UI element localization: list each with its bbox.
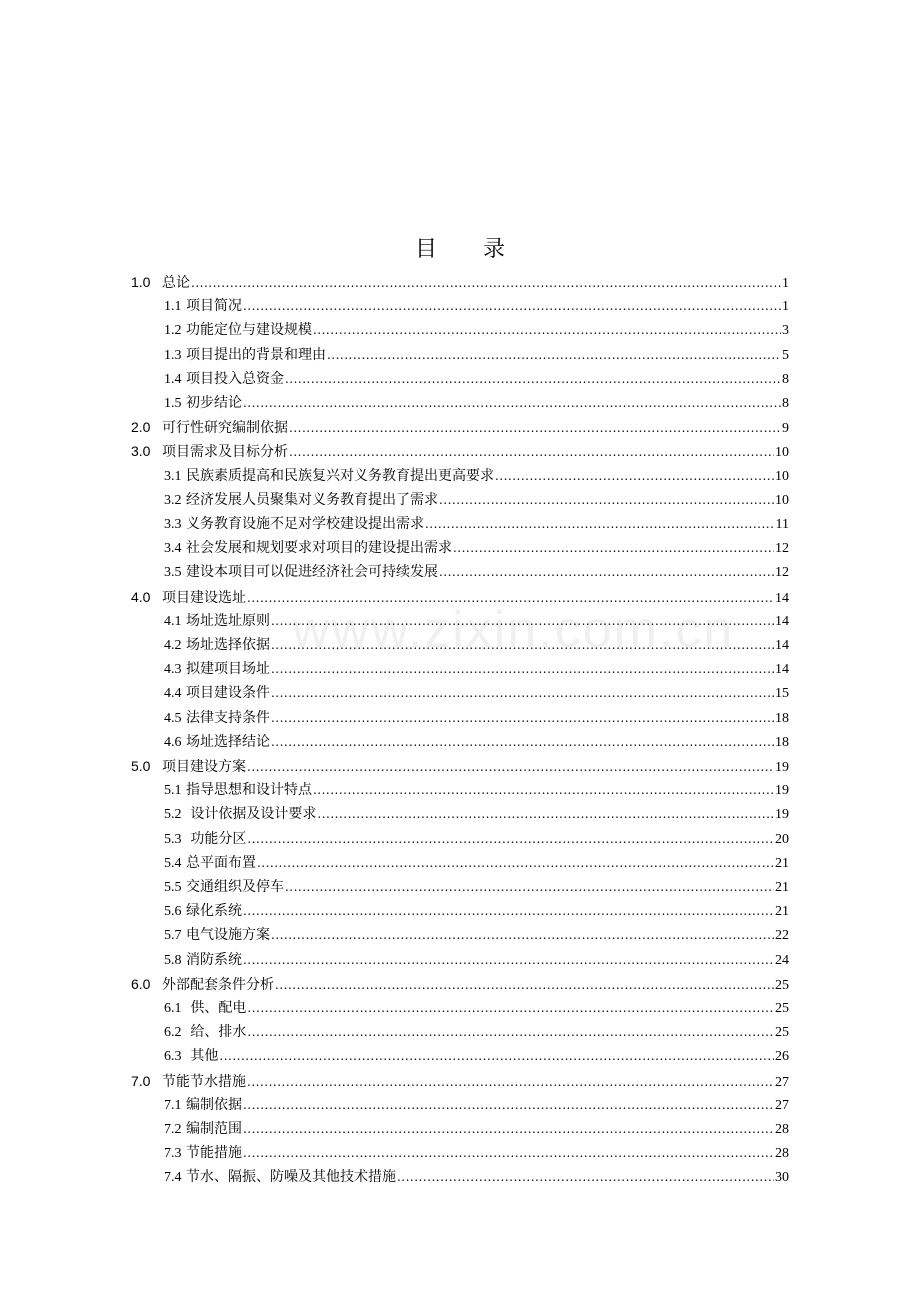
toc-section-entry[interactable] [164,925,789,945]
toc-dot-leader [439,562,774,582]
toc-dot-leader [285,877,774,897]
toc-section-entry[interactable] [164,877,789,897]
toc-dot-leader [313,320,781,340]
toc-entry-title: 功能分区 [185,830,247,847]
toc-dot-leader [425,514,775,534]
toc-dot-leader [219,1046,774,1066]
toc-dot-leader [271,732,774,752]
toc-section-entry[interactable] [164,1167,789,1187]
toc-dot-leader [243,393,781,413]
toc-dot-leader [275,975,774,995]
toc-section-entry[interactable] [164,708,789,728]
toc-chapter-entry[interactable] [131,441,789,461]
toc-section-entry[interactable] [164,1095,789,1115]
toc-entry-title: 项目建设方案 [162,759,246,775]
toc-chapter-entry[interactable] [131,587,789,607]
toc-section-entry[interactable] [164,345,789,365]
toc-entry-title: 编制依据 [185,1096,242,1113]
toc-title-char-2: 录 [483,237,506,262]
toc-entry-title: 总平面布置 [185,854,256,871]
toc-dot-leader [271,925,774,945]
toc-entry-number: 7.3 [164,1146,182,1162]
toc-entry-number: 2.0 [131,419,151,436]
toc-entry-number: 7.1 [164,1097,182,1113]
toc-dot-leader [439,490,774,510]
toc-entry-number: 1.1 [164,299,182,315]
toc-page-number: 18 [775,710,789,726]
toc-entry-number: 1.2 [164,323,182,339]
toc-dot-leader [289,442,774,462]
toc-section-entry[interactable] [164,829,789,849]
toc-entry-title: 项目建设选址 [162,589,246,606]
toc-entry-number: 3.5 [164,565,182,581]
toc-dot-leader [247,998,774,1018]
toc-entry-number: 3.1 [164,468,182,484]
toc-section-entry[interactable] [164,514,789,534]
toc-entry-title: 建设本项目可以促进经济社会可持续发展 [185,564,438,581]
toc-section-entry[interactable] [164,683,789,703]
toc-page-number: 5 [782,347,789,363]
toc-entry-number: 5.5 [164,880,182,895]
toc-page-number: 15 [775,686,789,702]
toc-page-number: 3 [782,323,789,339]
toc-page-number: 27 [775,1097,789,1113]
toc-entry-number: 5.0 [131,758,151,774]
toc-title-char-1: 目 [414,237,437,262]
toc-section-entry[interactable] [164,1022,789,1042]
toc-entry-number: 3.2 [164,492,182,508]
toc-entry-number: 7.2 [164,1122,182,1137]
toc-page-number: 10 [775,468,789,484]
toc-section-entry[interactable] [164,369,789,389]
toc-dot-leader [289,418,781,438]
toc-page-number: 10 [775,492,789,508]
toc-page-number: 19 [775,783,789,799]
toc-section-entry[interactable] [164,635,789,655]
toc-entry-number: 4.3 [164,662,182,678]
toc-page-number: 21 [775,880,789,895]
toc-page-number: 12 [775,565,789,581]
toc-section-entry[interactable] [164,562,789,582]
toc-entry-title: 法律支持条件 [185,709,270,726]
toc-section-entry[interactable] [164,611,789,631]
toc-entry-number: 3.4 [164,541,182,557]
toc-entry-number: 5.7 [164,928,182,944]
toc-entry-title: 编制范围 [185,1121,242,1137]
toc-dot-leader [247,588,774,608]
toc-page-number: 14 [775,613,789,629]
watermark: www.zixin.com.cn [292,601,735,659]
toc-section-entry[interactable] [164,901,789,921]
toc-entry-number: 6.3 [164,1049,182,1065]
toc-section-entry[interactable] [164,296,789,316]
toc-entry-title: 义务教育设施不足对学校建设提出需求 [185,516,424,532]
toc-entry-number: 4.5 [164,710,182,726]
toc-dot-leader [243,950,774,970]
toc-page-number: 22 [775,928,789,944]
toc-entry-number: 5.2 [164,807,182,823]
toc-section-entry[interactable] [164,659,789,679]
toc-page-number: 1 [782,276,789,291]
toc-entry-number: 5.6 [164,904,182,920]
toc-entry-title: 绿化系统 [185,903,242,920]
toc-dot-leader [247,829,774,849]
toc-dot-leader [247,1022,774,1042]
toc-entry-title: 经济发展人员聚集对义务教育提出了需求 [185,491,438,508]
toc-section-entry[interactable] [164,466,789,486]
toc-dot-leader [327,345,781,365]
toc-chapter-entry[interactable] [131,756,789,776]
toc-page-number: 19 [775,807,789,823]
toc-entry-number: 5.8 [164,952,182,968]
toc-page-number: 21 [775,904,789,920]
toc-page-number: 18 [775,734,789,750]
toc-page-number: 30 [775,1170,789,1186]
toc-page-number: 14 [775,590,789,606]
toc-dot-leader [247,757,774,777]
toc-dot-leader [285,369,781,389]
toc-dot-leader [313,780,774,800]
toc-page-number: 14 [775,662,789,678]
toc-page-number: 19 [775,760,789,775]
toc-page-number: 12 [775,541,789,557]
toc-entry-title: 外部配套条件分析 [162,976,274,993]
toc-section-entry[interactable] [164,998,789,1018]
toc-page-number: 25 [775,977,789,993]
toc-dot-leader [243,1119,774,1139]
toc-page-number: 11 [775,517,789,532]
toc-page-number: 9 [782,421,789,437]
toc-page-number: 1 [782,299,789,315]
toc-section-entry[interactable] [164,320,789,340]
toc-entry-number: 1.5 [164,396,182,411]
toc-page-number: 8 [782,371,789,387]
toc-dot-leader [397,1167,774,1187]
toc-title [0,232,920,263]
toc-entry-number: 3.0 [131,443,151,460]
toc-entry-number: 4.0 [131,588,151,605]
toc-dot-leader [247,1072,774,1092]
toc-entry-title: 社会发展和规划要求对项目的建设提出需求 [185,540,452,557]
toc-page-number: 8 [782,396,789,411]
toc-entry-title: 节水、隔振、防噪及其他技术措施 [185,1169,396,1186]
toc-entry-number: 1.3 [164,347,182,363]
toc-page-number: 10 [775,445,789,461]
toc-section-entry[interactable] [164,1143,789,1163]
toc-dot-leader [257,853,774,873]
toc-chapter-entry[interactable] [131,417,789,437]
toc-entry-title: 功能定位与建设规模 [185,322,312,339]
toc-entry-number: 4.6 [164,734,182,750]
toc-entry-number: 7.4 [164,1170,182,1186]
toc-page-number: 28 [775,1122,789,1137]
toc-section-entry[interactable] [164,950,789,970]
toc-entry-number: 4.4 [164,686,182,702]
toc-entry-title: 总论 [162,275,190,291]
toc-dot-leader [243,1095,774,1115]
toc-entry-title: 电气设施方案 [185,927,270,944]
toc-section-entry[interactable] [164,732,789,752]
toc-chapter-entry[interactable] [131,272,789,292]
toc-chapter-entry[interactable] [131,974,789,994]
toc-dot-leader [243,1143,774,1163]
toc-dot-leader [271,611,774,631]
toc-entry-number: 5.1 [164,783,182,799]
toc-entry-number: 6.2 [164,1025,182,1041]
toc-entry-title: 场址选择依据 [185,637,270,653]
toc-entry-title: 供、配电 [185,1000,247,1016]
toc-page-number: 24 [775,952,789,968]
toc-entry-title: 设计依据及设计要求 [185,806,317,823]
toc-entry-title: 给、排水 [185,1024,247,1041]
toc-entry-number: 6.1 [164,1001,182,1016]
toc-section-entry[interactable] [164,393,789,413]
toc-page-number: 21 [775,855,789,871]
toc-dot-leader [271,708,774,728]
toc-entry-title: 节能节水措施 [162,1073,246,1090]
toc-entry-title: 项目简况 [185,298,242,315]
toc-entry-number: 5.3 [164,831,182,847]
toc-entry-number: 6.0 [131,975,151,992]
toc-dot-leader [243,296,781,316]
toc-section-entry[interactable] [164,1119,789,1139]
toc-dot-leader [271,659,774,679]
toc-section-entry[interactable] [164,490,789,510]
toc-section-entry[interactable] [164,1046,789,1066]
toc-entry-number: 4.2 [164,638,182,653]
toc-dot-leader [271,635,774,655]
toc-section-entry[interactable] [164,780,789,800]
toc-entry-title: 节能措施 [185,1145,242,1162]
toc-dot-leader [453,538,774,558]
toc-chapter-entry[interactable] [131,1071,789,1091]
toc-entry-number: 7.0 [131,1072,151,1089]
toc-dot-leader [271,683,774,703]
toc-entry-title: 初步结论 [185,395,242,411]
toc-page-number: 14 [775,638,789,653]
toc-entry-title: 场址选址原则 [185,612,270,629]
toc-section-entry[interactable] [164,804,789,824]
toc-entry-number: 5.4 [164,855,182,871]
toc-entry-number: 1.4 [164,371,182,387]
toc-entry-number: 1.0 [131,274,151,290]
toc-page-number: 25 [775,1025,789,1041]
toc-page-number: 20 [775,831,789,847]
toc-entry-title: 民族素质提高和民族复兴对义务教育提出更高要求 [185,467,494,484]
toc-entry-title: 项目建设条件 [185,685,270,702]
toc-entry-title: 项目需求及目标分析 [162,444,288,461]
toc-dot-leader [495,466,774,486]
toc-entry-title: 可行性研究编制依据 [162,420,288,437]
toc-page-number: 27 [775,1074,789,1090]
toc-page-number: 25 [775,1001,789,1016]
toc-entry-title: 交通组织及停车 [185,879,284,895]
toc-entry-title: 其他 [185,1048,219,1065]
toc-entry-title: 拟建项目场址 [185,661,270,678]
toc-page-number: 28 [775,1146,789,1162]
toc-entry-number: 4.1 [164,613,182,629]
toc-entry-title: 项目投入总资金 [185,370,284,387]
toc-page-number: 26 [775,1049,789,1065]
toc-entry-title: 消防系统 [185,951,242,968]
toc-entry-title: 项目提出的背景和理由 [185,346,326,363]
toc-section-entry[interactable] [164,538,789,558]
toc-entry-title: 场址选择结论 [185,733,270,750]
toc-dot-leader [317,804,774,824]
toc-entry-title: 指导思想和设计特点 [185,782,312,799]
toc-dot-leader [243,901,774,921]
toc-dot-leader [191,273,781,293]
toc-section-entry[interactable] [164,853,789,873]
toc-entry-number: 3.3 [164,517,182,532]
